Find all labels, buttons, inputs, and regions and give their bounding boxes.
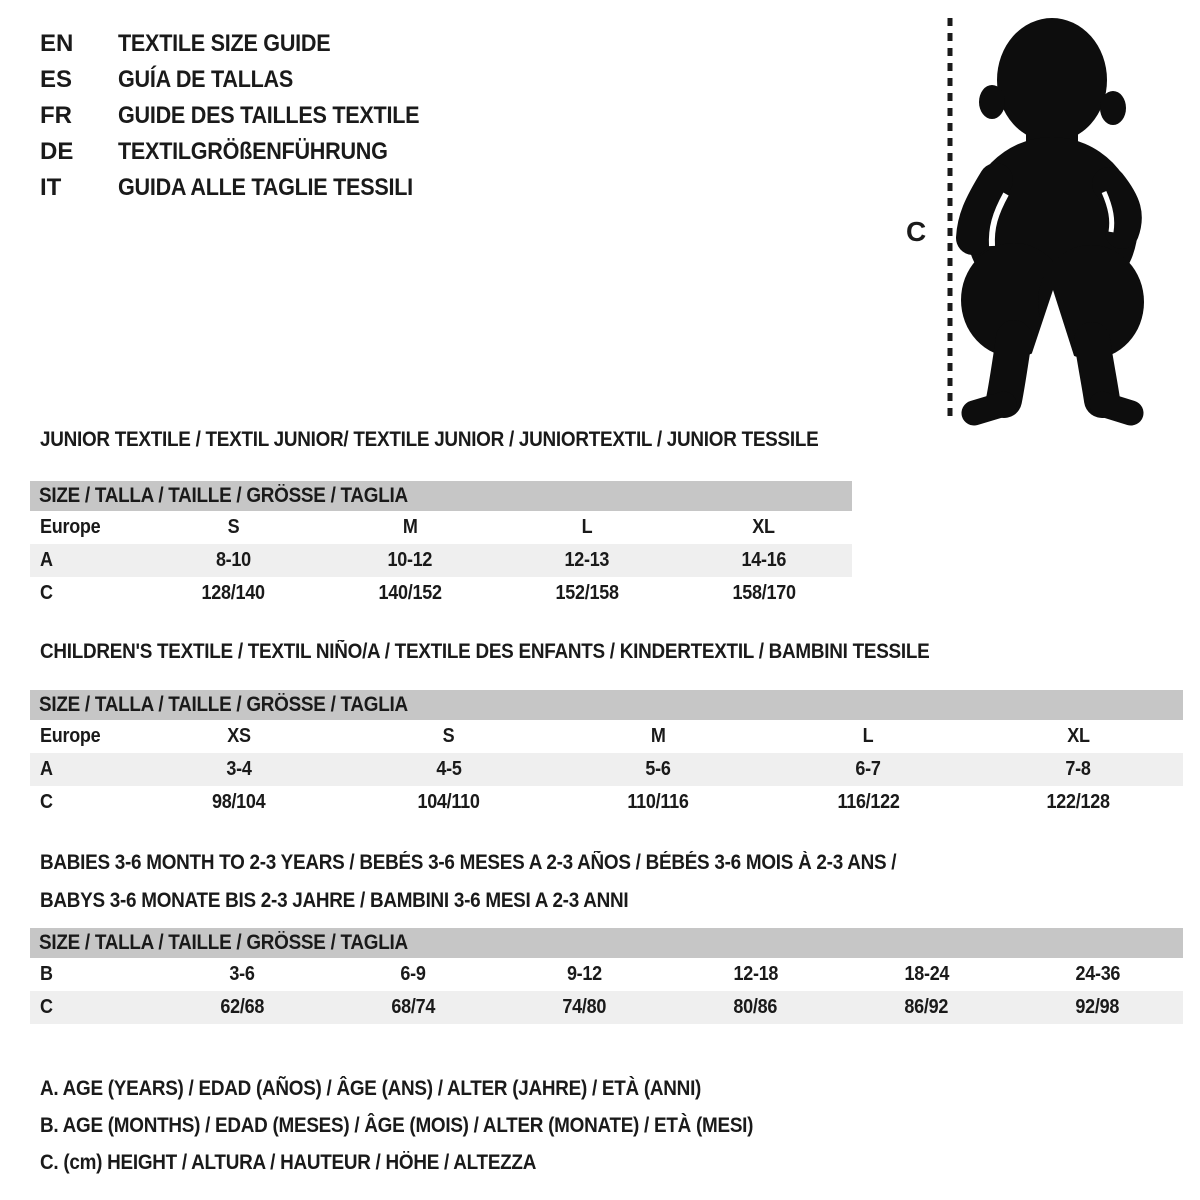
footnote-a: A. AGE (YEARS) / EDAD (AÑOS) / ÂGE (ANS) / ALTER (JAHRE) / ETÀ (ANNI) <box>40 1077 702 1100</box>
language-code: DE <box>40 138 74 165</box>
table-header-row <box>30 690 1183 720</box>
row-label: A <box>40 549 53 571</box>
guide-title: GUIDA ALLE TAGLIE TESSILI <box>118 174 413 201</box>
table-header-row <box>30 481 852 511</box>
row-label: C <box>40 582 53 604</box>
babies-section-title: BABIES 3-6 MONTH TO 2-3 YEARS / BEBÉS 3-6 MESES A 2-3 AÑOS / BÉBÉS 3-6 MOIS À 2-3 ANS / BABYS 3-6 MONATE BIS 2-3 JAHRE / BAMBINI 3-6 MESI A 2-3 ANNI <box>40 851 897 912</box>
junior-size-table <box>30 481 852 610</box>
table-row: A 3-4 4-5 5-6 6-7 7-8 <box>30 753 1183 786</box>
row-label: C <box>40 791 53 813</box>
table-row: B 3-6 6-9 9-12 12-18 18-24 24-36 <box>40 963 1120 985</box>
footnotes <box>40 1070 832 1181</box>
language-row-en <box>40 26 453 62</box>
children-size-table <box>30 690 1183 819</box>
figure-svg <box>880 0 1200 430</box>
table-row: C 128/140 140/152 152/158 158/170 <box>40 582 796 604</box>
guide-title: TEXTILE SIZE GUIDE <box>118 30 331 57</box>
guide-title: GUIDE DES TAILLES TEXTILE <box>118 102 420 129</box>
size-header-label: SIZE / TALLA / TAILLE / GRÖSSE / TAGLIA <box>39 931 408 954</box>
table-row: Europe XS S M L XL <box>40 725 1090 747</box>
row-label: B <box>40 963 53 985</box>
size-header-label: SIZE / TALLA / TAILLE / GRÖSSE / TAGLIA <box>39 693 408 716</box>
row-label: Europe <box>40 725 101 747</box>
language-row-es <box>40 62 453 98</box>
language-code: FR <box>40 102 72 129</box>
table-row: C 62/68 68/74 74/80 80/86 86/92 92/98 <box>30 991 1183 1024</box>
language-row-de <box>40 134 453 170</box>
row-label: C <box>40 996 53 1018</box>
table-row: C 98/104 104/110 110/116 116/122 122/128 <box>40 791 1110 813</box>
guide-title: TEXTILGRÖßENFÜHRUNG <box>118 138 388 165</box>
table-row: Europe S M L XL <box>40 516 775 538</box>
language-row-fr <box>40 98 453 134</box>
language-header <box>40 26 453 206</box>
toddler-silhouette <box>961 18 1144 413</box>
height-measure-label: C <box>906 216 927 247</box>
language-row-it <box>40 170 453 206</box>
language-code: ES <box>40 66 73 93</box>
children-section-title: CHILDREN'S TEXTILE / TEXTIL NIÑO/A / TEXTILE DES ENFANTS / KINDERTEXTIL / BAMBINI TESSILE <box>40 640 930 663</box>
language-code: EN <box>40 30 74 57</box>
babies-size-table <box>30 928 1183 1024</box>
table-header-row <box>30 928 1183 958</box>
guide-title: GUÍA DE TALLAS <box>118 66 294 93</box>
table-row: A 8-10 10-12 12-13 14-16 <box>30 544 852 577</box>
row-label: Europe <box>40 516 101 538</box>
footnote-b: B. AGE (MONTHS) / EDAD (MESES) / ÂGE (MOIS) / ALTER (MONATE) / ETÀ (MESI) <box>40 1114 754 1137</box>
size-header-label: SIZE / TALLA / TAILLE / GRÖSSE / TAGLIA <box>39 484 408 507</box>
row-label: A <box>40 758 53 780</box>
language-code: IT <box>40 174 62 201</box>
footnote-c: C. (cm) HEIGHT / ALTURA / HAUTEUR / HÖHE / ALTEZZA <box>40 1151 537 1174</box>
junior-section-title: JUNIOR TEXTILE / TEXTIL JUNIOR/ TEXTILE JUNIOR / JUNIORTEXTIL / JUNIOR TESSILE <box>40 428 819 451</box>
height-measure-figure <box>880 0 1200 430</box>
